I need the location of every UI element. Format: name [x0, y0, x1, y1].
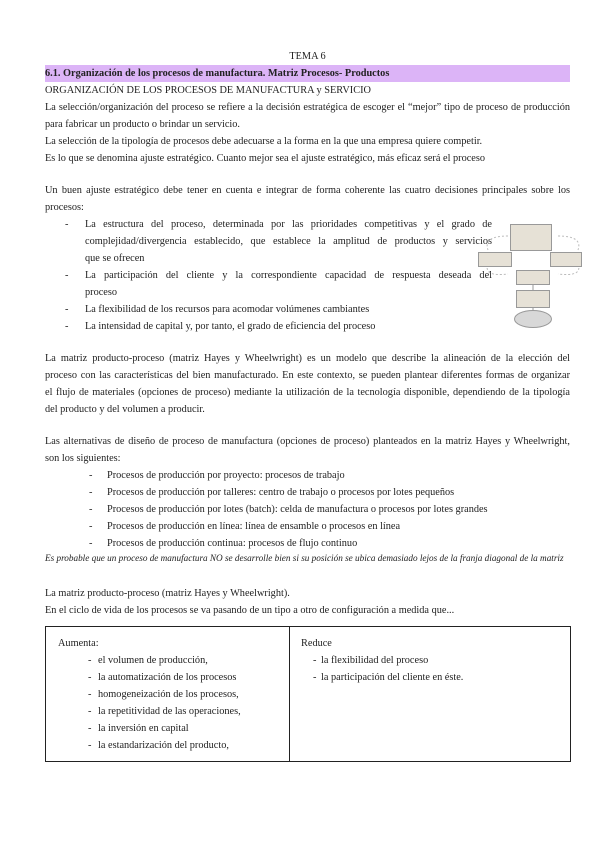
decision-item: - La participación del cliente y la correspondiente capacidad de respuesta deseada del [65, 270, 492, 281]
increases-item: - homogeneización de los procesos, [88, 689, 239, 700]
increases-item: - la repetitividad de las operaciones, [88, 706, 241, 717]
italic-note: Es probable que un proceso de manufactura NO se desarrolle bien si su posición se ubica demasiado lejos de la franja diagonal de la matriz [45, 553, 564, 563]
alternative-item: - Procesos de producción por talleres: centro de trabajo o procesos por lotes pequeños [89, 487, 455, 498]
alternative-item: - Procesos de producción en línea: línea de ensamble o procesos en línea [89, 521, 401, 532]
alternatives-intro: son los siguientes: [45, 453, 121, 464]
alternative-item: - Procesos de producción continua: procesos de flujo continuo [89, 538, 358, 549]
diagram-box-structure [510, 224, 552, 251]
diagram-box-customer [478, 252, 512, 267]
table-divider [289, 627, 290, 761]
diagram-ellipse-result [514, 310, 552, 328]
lifecycle-line: La matriz producto-proceso (matriz Hayes y Wheelwright). [45, 588, 290, 599]
decision-item: proceso [85, 287, 118, 298]
document-page [45, 48, 570, 619]
increases-item: - la inversión en capital [88, 723, 189, 734]
fit-line: Un buen ajuste estratégico debe tener en cuenta e integrar de forma coherente las cuatro decisiones principales sobre los [45, 185, 570, 196]
decision-item: complejidad/divergencia establecido, que establece la amplitud de productos y servicios [85, 236, 492, 247]
document-title: TEMA 6 [289, 51, 326, 62]
process-decisions-diagram [478, 222, 588, 327]
intro-line: Es lo que se denomina ajuste estratégico. Cuanto mejor sea el ajuste estratégico, más eficaz será el proceso [45, 153, 486, 164]
reduces-column [301, 635, 463, 686]
lifecycle-table [45, 626, 571, 762]
decision-item: - La flexibilidad de los recursos para acomodar volúmenes cambiantes [65, 304, 370, 315]
fit-line: procesos: [45, 202, 84, 213]
increases-column [58, 635, 241, 754]
intro-line: para fabricar un producto o brindar un servicio. [45, 119, 240, 130]
increases-header: Aumenta: [58, 638, 99, 649]
matrix-line: del producto y del volumen a producir. [45, 404, 205, 415]
intro-line: La selección de la tipología de procesos debe adecuarse a la forma en la que una empresa quiere competir. [45, 136, 483, 147]
increases-item: - el volumen de producción, [88, 655, 208, 666]
subheading: ORGANIZACIÓN DE LOS PROCESOS DE MANUFACTURA y SERVICIO [45, 85, 371, 96]
intro-line: La selección/organización del proceso se refiere a la decisión estratégica de escoger el “mejor” tipo de proceso de producción [45, 102, 570, 113]
reduces-item: - la flexibilidad del proceso [313, 655, 429, 666]
matrix-line: proceso con las características del bien manufacturado. En este contexto, se pueden plantear diferentes formas de organizar [45, 370, 570, 381]
alternative-item: - Procesos de producción por lotes (batch): celda de manufactura o procesos por lotes grandes [89, 504, 488, 515]
decision-item: - La intensidad de capital y, por tanto, el grado de eficiencia del proceso [65, 321, 376, 332]
decision-item: que se ofrecen [85, 253, 145, 264]
matrix-line: el flujo de materiales (opciones de proceso) mediante la utilización de la tecnología disponible, dependiendo de la tipología [45, 387, 570, 398]
matrix-line: La matriz producto-proceso (matriz Hayes y Wheelwright) es un modelo que describe la alineación de la elección del [45, 353, 570, 364]
decision-item: - La estructura del proceso, determinada por las prioridades competitivas y el grado de [65, 219, 492, 230]
reduces-item: - la participación del cliente en éste. [313, 672, 464, 683]
alternatives-intro: Las alternativas de diseño de proceso de manufactura (opciones de proceso) planteados en la matriz Hayes y Wheelwright, [45, 436, 570, 447]
section-heading: 6.1. Organización de los procesos de manufactura. Matriz Procesos- Productos [45, 65, 570, 82]
lifecycle-line: En el ciclo de vida de los procesos se va pasando de un tipo a otro de configuración a medida que... [45, 605, 455, 616]
diagram-box-decision [516, 290, 550, 308]
reduces-header: Reduce [301, 638, 332, 649]
diagram-box-flexibility [550, 252, 582, 267]
increases-item: - la estandarización del producto, [88, 740, 229, 751]
diagram-box-capital [516, 270, 550, 285]
alternative-item: - Procesos de producción por proyecto: procesos de trabajo [89, 470, 345, 481]
increases-item: - la automatización de los procesos [88, 672, 237, 683]
